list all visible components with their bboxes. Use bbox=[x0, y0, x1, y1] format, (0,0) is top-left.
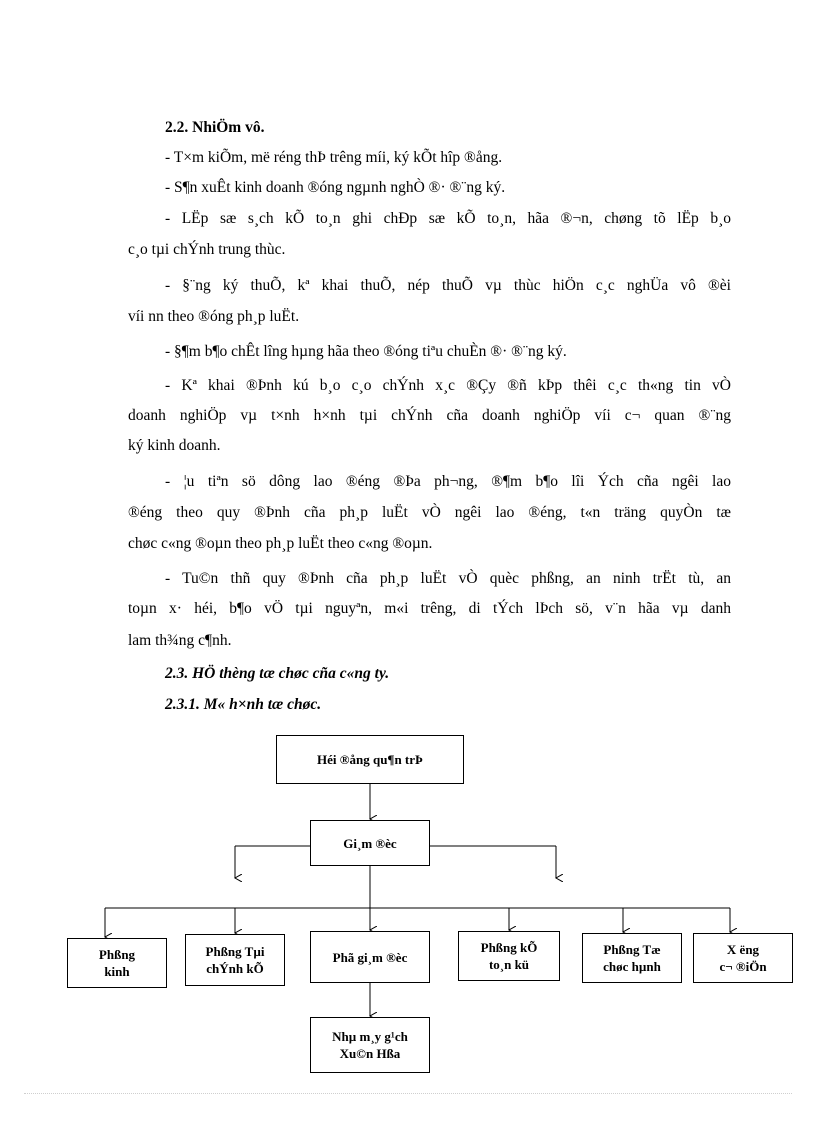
paragraph-line: víi nn theo ®óng ph¸p luËt. bbox=[128, 308, 300, 325]
paragraph-line: - S¶n xuÊt kinh doanh ®óng ngµnh nghÒ ®· ®¨ng ký. bbox=[165, 179, 506, 196]
paragraph-line: - §¨ng ký thuÕ, kª khai thuÕ, nép thuÕ vµ thùc hiÖn c¸c nghÜa vô ®èi bbox=[165, 277, 731, 294]
org-box-label-line: Phßng bbox=[98, 947, 136, 962]
org-box-factory bbox=[310, 1017, 430, 1073]
org-box-label-line: X ëng bbox=[726, 942, 760, 957]
org-box-label-line: chÝnh kÕ bbox=[206, 961, 264, 976]
paragraph-line: toµn x· héi, b¶o vÖ tµi nguyªn, m«i trêng, di tÝch lÞch sö, v¨n hãa vµ danh bbox=[128, 600, 731, 617]
paragraph-line: - §¶m b¶o chÊt lîng hµng hãa theo ®óng tiªu chuÈn ®· ®¨ng ký. bbox=[165, 343, 567, 360]
org-box-label: Phã gi¸m ®èc bbox=[332, 949, 408, 965]
org-box-business-dept bbox=[67, 938, 167, 988]
org-box-label-line: Nhµ m¸y g¹ch bbox=[332, 1029, 408, 1044]
org-box-label: Héi ®ång qu¶n trÞ bbox=[317, 752, 423, 767]
paragraph-line: - LËp sæ s¸ch kÕ to¸n ghi chÐp sæ kÕ to¸n, hãa ®¬n, chøng tõ lËp b¸o bbox=[165, 210, 731, 227]
paragraph-line: doanh nghiÖp vµ t×nh h×nh tµi chÝnh cña doanh nghiÖp víi c¬ quan ®¨ng bbox=[128, 407, 731, 424]
page-bottom-divider bbox=[24, 1093, 792, 1094]
org-box-label-line: Phßng Tæ bbox=[603, 942, 661, 957]
org-box-accounting-dept bbox=[458, 931, 560, 981]
paragraph-line: - T×m kiÕm, më réng thÞ trêng míi, ký kÕt hîp ®ång. bbox=[165, 149, 503, 166]
paragraph-line: chøc c«ng ®oµn theo ph¸p luËt theo c«ng ®oµn. bbox=[128, 535, 433, 552]
org-box-label-line: to¸n kü bbox=[488, 957, 530, 972]
org-box-label-line: chøc hµnh bbox=[603, 959, 661, 974]
paragraph-line: c¸o tµi chÝnh trung thùc. bbox=[128, 241, 286, 258]
org-box-personnel-dept bbox=[582, 933, 682, 983]
org-box-label-line: kinh bbox=[104, 964, 130, 979]
org-box-label-line: Phßng kÕ bbox=[480, 940, 538, 955]
paragraph-line: ký kinh doanh. bbox=[128, 437, 221, 454]
org-box-finance-dept bbox=[185, 934, 285, 986]
paragraph-line: lam th¾ng c¶nh. bbox=[128, 632, 232, 649]
org-box-label-line: Xu©n Hßa bbox=[339, 1046, 401, 1061]
org-box-workshop bbox=[693, 933, 793, 983]
org-box-label-line: Phßng Tµi bbox=[205, 944, 265, 959]
org-box-deputy-director bbox=[310, 931, 430, 983]
paragraph-line: ®éng theo quy ®Þnh cña ph¸p luËt vÒ ngêi lao ®éng, t«n träng quyÒn tæ bbox=[128, 504, 731, 521]
paragraph-line: - Kª khai ®Þnh kú b¸o c¸o chÝnh x¸c ®Çy ®ñ kÞp thêi c¸c th«ng tin vÒ bbox=[165, 377, 731, 394]
paragraph-line: - ¦u tiªn sö dông lao ®éng ®Þa ph¬ng, ®¶m b¶o lîi Ých cña ngêi lao bbox=[165, 473, 731, 490]
section-heading-2-3: 2.3. HÖ thèng tæ chøc cña c«ng ty. bbox=[165, 665, 390, 682]
section-heading-2-2: 2.2. NhiÖm vô. bbox=[165, 119, 265, 136]
org-box-label-line: c¬ ®iÖn bbox=[719, 959, 767, 974]
org-box-director bbox=[310, 820, 430, 866]
paragraph-line: - Tu©n thñ quy ®Þnh cña ph¸p luËt vÒ quèc phßng, an ninh trËt tù, an bbox=[165, 570, 731, 587]
subsection-heading-2-3-1: 2.3.1. M« h×nh tæ chøc. bbox=[165, 696, 322, 713]
org-box-label: Gi¸m ®èc bbox=[343, 835, 397, 851]
org-box-board bbox=[276, 735, 464, 784]
